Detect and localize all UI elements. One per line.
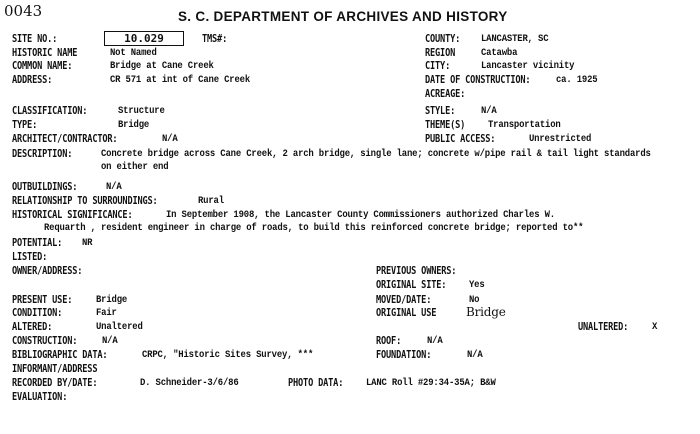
roof-label: ROOF: <box>376 335 402 347</box>
condition-label: CONDITION: <box>12 307 63 319</box>
potential-label: POTENTIAL: <box>12 237 63 249</box>
historic-name-label: HISTORIC NAME <box>12 47 78 59</box>
description-label: DESCRIPTION: <box>12 148 73 160</box>
original-use-label: ORIGINAL USE <box>376 307 437 319</box>
historic-name-value: Not Named <box>110 47 157 59</box>
site-no-label: SITE NO.: <box>12 33 58 45</box>
relationship-value: Rural <box>198 195 224 207</box>
architect-label: ARCHITECT/CONTRACTOR: <box>12 133 118 145</box>
historical-significance-line-1: In September 1908, the Lancaster County Commissioners authorized Charles W. <box>166 209 555 221</box>
address-label: ADDRESS: <box>12 74 53 86</box>
description-line-1: Concrete bridge across Cane Creek, 2 arch bridge, single lane; concrete w/pipe rail & tail light standards <box>101 148 651 160</box>
themes-value: Transportation <box>488 119 561 131</box>
altered-value: Unaltered <box>96 321 143 333</box>
common-name-value: Bridge at Cane Creek <box>110 60 214 72</box>
condition-value: Fair <box>96 307 117 319</box>
tms-label: TMS#: <box>202 33 228 45</box>
site-no-box <box>104 31 184 46</box>
style-label: STYLE: <box>425 105 456 117</box>
foundation-value: N/A <box>467 349 483 361</box>
common-name-label: COMMON NAME: <box>12 60 73 72</box>
bibliographic-data-label: BIBLIOGRAPHIC DATA: <box>12 349 108 361</box>
region-value: Catawba <box>481 47 518 59</box>
type-value: Bridge <box>118 119 150 131</box>
moved-date-value: No <box>469 294 480 306</box>
present-use-label: PRESENT USE: <box>12 294 73 306</box>
unaltered-value: X <box>652 321 658 333</box>
photo-data-label: PHOTO DATA: <box>288 377 344 389</box>
recorded-by-label: RECORDED BY/DATE: <box>12 377 98 389</box>
acreage-label: ACREAGE: <box>425 88 466 100</box>
unaltered-label: UNALTERED: <box>578 321 629 333</box>
date-of-construction-value: ca. 1925 <box>556 74 598 86</box>
classification-label: CLASSIFICATION: <box>12 105 88 117</box>
bibliographic-data-value: CRPC, "Historic Sites Survey, *** <box>142 349 314 361</box>
outbuildings-value: N/A <box>106 181 122 193</box>
historical-significance-line-2: Requarth , resident engineer in charge of roads, to build this reinforced concrete bridge; reported to** <box>44 222 584 234</box>
page-number: 0043 <box>4 2 43 20</box>
foundation-label: FOUNDATION: <box>376 349 432 361</box>
type-label: TYPE: <box>12 119 38 131</box>
historical-significance-label: HISTORICAL SIGNIFICANCE: <box>12 209 133 221</box>
description-line-2: on either end <box>101 161 169 173</box>
informant-address-label: INFORMANT/ADDRESS <box>12 363 98 375</box>
roof-value: N/A <box>427 335 443 347</box>
original-site-value: Yes <box>469 279 485 291</box>
previous-owners-label: PREVIOUS OWNERS: <box>376 265 457 277</box>
potential-value: NR <box>82 237 93 249</box>
original-use-value: Bridge <box>466 305 506 319</box>
construction-value: N/A <box>102 335 118 347</box>
page-title: S. C. DEPARTMENT OF ARCHIVES AND HISTORY <box>178 9 508 24</box>
public-access-label: PUBLIC ACCESS: <box>425 133 496 145</box>
style-value: N/A <box>481 105 497 117</box>
listed-label: LISTED: <box>12 251 48 263</box>
address-value: CR 571 at int of Cane Creek <box>110 74 251 86</box>
county-value: LANCASTER, SC <box>481 33 549 45</box>
city-label: CITY: <box>425 60 451 72</box>
altered-label: ALTERED: <box>12 321 53 333</box>
relationship-label: RELATIONSHIP TO SURROUNDINGS: <box>12 195 158 207</box>
owner-address-label: OWNER/ADDRESS: <box>12 265 83 277</box>
county-label: COUNTY: <box>425 33 461 45</box>
moved-date-label: MOVED/DATE: <box>376 294 432 306</box>
classification-value: Structure <box>118 105 165 117</box>
themes-label: THEME(S) <box>425 119 466 131</box>
original-site-label: ORIGINAL SITE: <box>376 279 447 291</box>
region-label: REGION <box>425 47 456 59</box>
construction-label: CONSTRUCTION: <box>12 335 78 347</box>
architect-value: N/A <box>162 133 178 145</box>
date-of-construction-label: DATE OF CONSTRUCTION: <box>425 74 531 86</box>
city-value: Lancaster vicinity <box>481 60 575 72</box>
outbuildings-label: OUTBUILDINGS: <box>12 181 78 193</box>
public-access-value: Unrestricted <box>529 133 592 145</box>
site-no-value: 10.029 <box>124 32 164 45</box>
photo-data-value: LANC Roll #29:34-35A; B&W <box>366 377 496 389</box>
recorded-by-value: D. Schneider-3/6/86 <box>140 377 239 389</box>
evaluation-label: EVALUATION: <box>12 391 68 403</box>
present-use-value: Bridge <box>96 294 128 306</box>
